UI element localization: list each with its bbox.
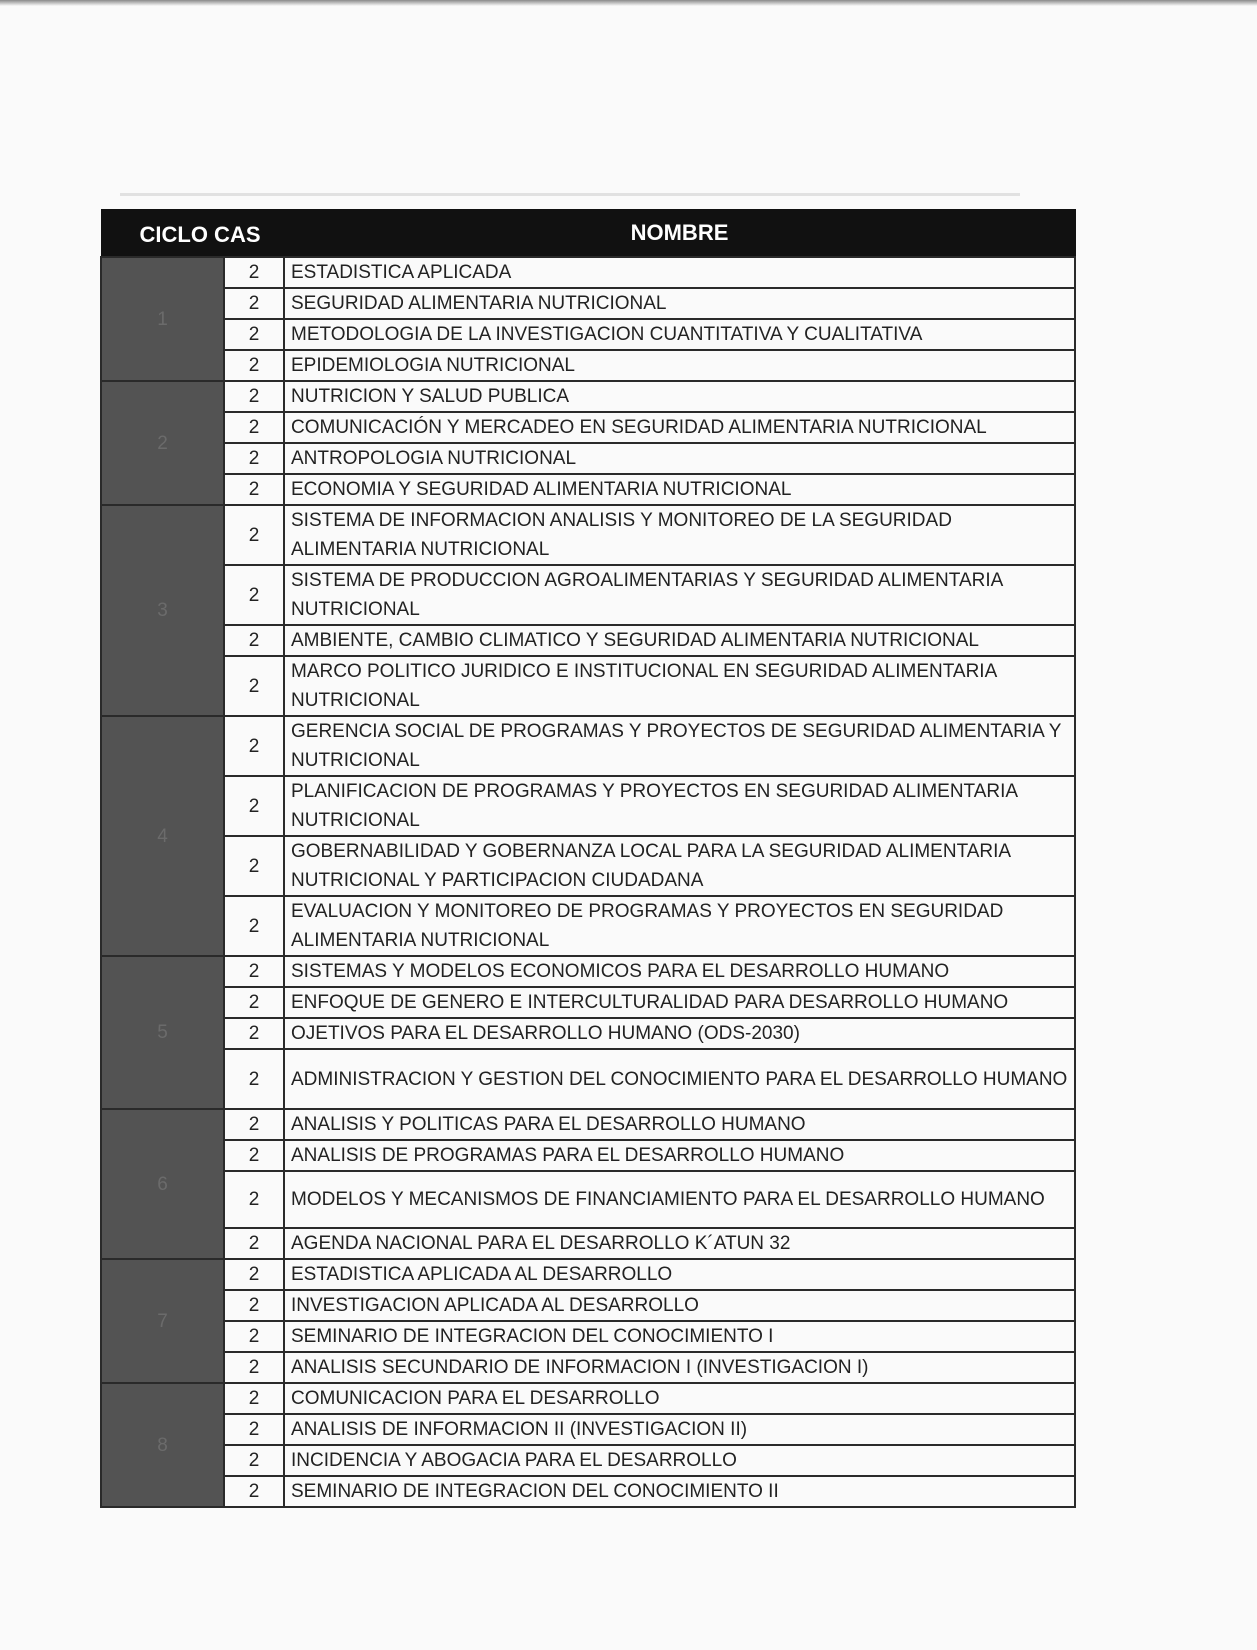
course-name-cell: NUTRICION Y SALUD PUBLICA bbox=[284, 381, 1075, 412]
course-name-cell: METODOLOGIA DE LA INVESTIGACION CUANTITATIVA Y CUALITATIVA bbox=[284, 319, 1075, 350]
header-nombre: NOMBRE bbox=[630, 220, 729, 245]
course-name-cell: GOBERNABILIDAD Y GOBERNANZA LOCAL PARA LA SEGURIDAD ALIMENTARIA NUTRICIONAL Y PARTICIPACION CIUDADANA bbox=[284, 836, 1075, 896]
table-row bbox=[101, 319, 1075, 350]
course-name-cell: ECONOMIA Y SEGURIDAD ALIMENTARIA NUTRICIONAL bbox=[284, 474, 1075, 505]
course-name-cell: PLANIFICACION DE PROGRAMAS Y PROYECTOS EN SEGURIDAD ALIMENTARIA NUTRICIONAL bbox=[284, 776, 1075, 836]
header-nombre-cell bbox=[284, 210, 1075, 258]
cas-cell: 2 bbox=[224, 1049, 284, 1109]
course-name-cell: INVESTIGACION APLICADA AL DESARROLLO bbox=[284, 1290, 1075, 1321]
cas-cell: 2 bbox=[224, 776, 284, 836]
table-row bbox=[101, 443, 1075, 474]
cas-cell: 2 bbox=[224, 319, 284, 350]
course-name-cell: SEMINARIO DE INTEGRACION DEL CONOCIMIENTO I bbox=[284, 1321, 1075, 1352]
table-row bbox=[101, 1352, 1075, 1383]
cas-cell: 2 bbox=[224, 257, 284, 288]
cas-cell: 2 bbox=[224, 656, 284, 716]
course-name-cell: ESTADISTICA APLICADA AL DESARROLLO bbox=[284, 1259, 1075, 1290]
course-name-cell: SISTEMAS Y MODELOS ECONOMICOS PARA EL DESARROLLO HUMANO bbox=[284, 956, 1075, 987]
course-name-cell: INCIDENCIA Y ABOGACIA PARA EL DESARROLLO bbox=[284, 1445, 1075, 1476]
table-row bbox=[101, 1018, 1075, 1049]
course-name-cell: AMBIENTE, CAMBIO CLIMATICO Y SEGURIDAD ALIMENTARIA NUTRICIONAL bbox=[284, 625, 1075, 656]
table-row bbox=[101, 836, 1075, 896]
ciclo-cell: 2 bbox=[101, 381, 224, 505]
ciclo-cell: 8 bbox=[101, 1383, 224, 1507]
table-row bbox=[101, 776, 1075, 836]
faint-scan-line bbox=[120, 193, 1020, 196]
course-name-cell: OJETIVOS PARA EL DESARROLLO HUMANO (ODS-2030) bbox=[284, 1018, 1075, 1049]
ciclo-cell: 7 bbox=[101, 1259, 224, 1383]
course-name-cell: COMUNICACIÓN Y MERCADEO EN SEGURIDAD ALIMENTARIA NUTRICIONAL bbox=[284, 412, 1075, 443]
table-row bbox=[101, 412, 1075, 443]
table-row bbox=[101, 716, 1075, 776]
cas-cell: 2 bbox=[224, 1383, 284, 1414]
cas-cell: 2 bbox=[224, 505, 284, 565]
header-row bbox=[101, 210, 1075, 258]
cas-cell: 2 bbox=[224, 625, 284, 656]
table-row bbox=[101, 1445, 1075, 1476]
cas-cell: 2 bbox=[224, 1352, 284, 1383]
cas-cell: 2 bbox=[224, 896, 284, 956]
course-name-cell: MARCO POLITICO JURIDICO E INSTITUCIONAL EN SEGURIDAD ALIMENTARIA NUTRICIONAL bbox=[284, 656, 1075, 716]
ciclo-cell: 1 bbox=[101, 257, 224, 381]
course-name-cell: SEGURIDAD ALIMENTARIA NUTRICIONAL bbox=[284, 288, 1075, 319]
ciclo-cell: 6 bbox=[101, 1109, 224, 1259]
cas-cell: 2 bbox=[224, 1445, 284, 1476]
scan-top-edge bbox=[0, 0, 1257, 6]
cas-cell: 2 bbox=[224, 1259, 284, 1290]
ciclo-cell: 5 bbox=[101, 956, 224, 1109]
cas-cell: 2 bbox=[224, 1140, 284, 1171]
table-row bbox=[101, 1383, 1075, 1414]
cas-cell: 2 bbox=[224, 1018, 284, 1049]
table-row bbox=[101, 1290, 1075, 1321]
course-name-cell: ADMINISTRACION Y GESTION DEL CONOCIMIENTO PARA EL DESARROLLO HUMANO bbox=[284, 1049, 1075, 1109]
cas-cell: 2 bbox=[224, 350, 284, 381]
table-row bbox=[101, 1321, 1075, 1352]
table-row bbox=[101, 565, 1075, 625]
cas-cell: 2 bbox=[224, 1476, 284, 1507]
cas-cell: 2 bbox=[224, 1109, 284, 1140]
table-row bbox=[101, 956, 1075, 987]
table-row bbox=[101, 1140, 1075, 1171]
course-name-cell: ANALISIS SECUNDARIO DE INFORMACION I (INVESTIGACION I) bbox=[284, 1352, 1075, 1383]
table-row bbox=[101, 381, 1075, 412]
cas-cell: 2 bbox=[224, 1321, 284, 1352]
table-row bbox=[101, 1228, 1075, 1259]
cas-cell: 2 bbox=[224, 565, 284, 625]
ciclo-cell: 3 bbox=[101, 505, 224, 716]
cycle-course-table bbox=[100, 209, 1076, 1508]
cas-cell: 2 bbox=[224, 716, 284, 776]
table-row bbox=[101, 656, 1075, 716]
course-name-cell: ANTROPOLOGIA NUTRICIONAL bbox=[284, 443, 1075, 474]
course-name-cell: ANALISIS DE PROGRAMAS PARA EL DESARROLLO HUMANO bbox=[284, 1140, 1075, 1171]
cas-cell: 2 bbox=[224, 1414, 284, 1445]
course-name-cell: COMUNICACION PARA EL DESARROLLO bbox=[284, 1383, 1075, 1414]
table-row bbox=[101, 1259, 1075, 1290]
cas-cell: 2 bbox=[224, 1290, 284, 1321]
course-name-cell: ESTADISTICA APLICADA bbox=[284, 257, 1075, 288]
table-row bbox=[101, 1414, 1075, 1445]
table-row bbox=[101, 288, 1075, 319]
course-name-cell: EPIDEMIOLOGIA NUTRICIONAL bbox=[284, 350, 1075, 381]
cas-cell: 2 bbox=[224, 956, 284, 987]
table-row bbox=[101, 1171, 1075, 1228]
course-name-cell: GERENCIA SOCIAL DE PROGRAMAS Y PROYECTOS DE SEGURIDAD ALIMENTARIA Y NUTRICIONAL bbox=[284, 716, 1075, 776]
course-name-cell: AGENDA NACIONAL PARA EL DESARROLLO K´ATUN 32 bbox=[284, 1228, 1075, 1259]
ciclo-cell: 4 bbox=[101, 716, 224, 956]
table-row bbox=[101, 1109, 1075, 1140]
course-name-cell: ANALISIS DE INFORMACION II (INVESTIGACION II) bbox=[284, 1414, 1075, 1445]
course-name-cell: ANALISIS Y POLITICAS PARA EL DESARROLLO HUMANO bbox=[284, 1109, 1075, 1140]
course-name-cell: EVALUACION Y MONITOREO DE PROGRAMAS Y PROYECTOS EN SEGURIDAD ALIMENTARIA NUTRICIONAL bbox=[284, 896, 1075, 956]
cas-cell: 2 bbox=[224, 288, 284, 319]
table-row bbox=[101, 987, 1075, 1018]
table-row bbox=[101, 625, 1075, 656]
table-row bbox=[101, 505, 1075, 565]
table-row bbox=[101, 1476, 1075, 1507]
table-row bbox=[101, 257, 1075, 288]
cas-cell: 2 bbox=[224, 412, 284, 443]
cas-cell: 2 bbox=[224, 1171, 284, 1228]
table-row bbox=[101, 896, 1075, 956]
table-row bbox=[101, 1049, 1075, 1109]
cas-cell: 2 bbox=[224, 474, 284, 505]
table-row bbox=[101, 350, 1075, 381]
cas-cell: 2 bbox=[224, 987, 284, 1018]
course-name-cell: SISTEMA DE PRODUCCION AGROALIMENTARIAS Y SEGURIDAD ALIMENTARIA NUTRICIONAL bbox=[284, 565, 1075, 625]
course-name-cell: ENFOQUE DE GENERO E INTERCULTURALIDAD PARA DESARROLLO HUMANO bbox=[284, 987, 1075, 1018]
course-name-cell: SISTEMA DE INFORMACION ANALISIS Y MONITOREO DE LA SEGURIDAD ALIMENTARIA NUTRICIONAL bbox=[284, 505, 1075, 565]
cas-cell: 2 bbox=[224, 1228, 284, 1259]
course-name-cell: SEMINARIO DE INTEGRACION DEL CONOCIMIENTO II bbox=[284, 1476, 1075, 1507]
table-row bbox=[101, 474, 1075, 505]
cas-cell: 2 bbox=[224, 443, 284, 474]
cas-cell: 2 bbox=[224, 836, 284, 896]
course-name-cell: MODELOS Y MECANISMOS DE FINANCIAMIENTO PARA EL DESARROLLO HUMANO bbox=[284, 1171, 1075, 1228]
header-ciclo-cas: CICLO CAS bbox=[139, 222, 261, 247]
header-ciclo-cas-cell bbox=[101, 210, 284, 258]
cas-cell: 2 bbox=[224, 381, 284, 412]
